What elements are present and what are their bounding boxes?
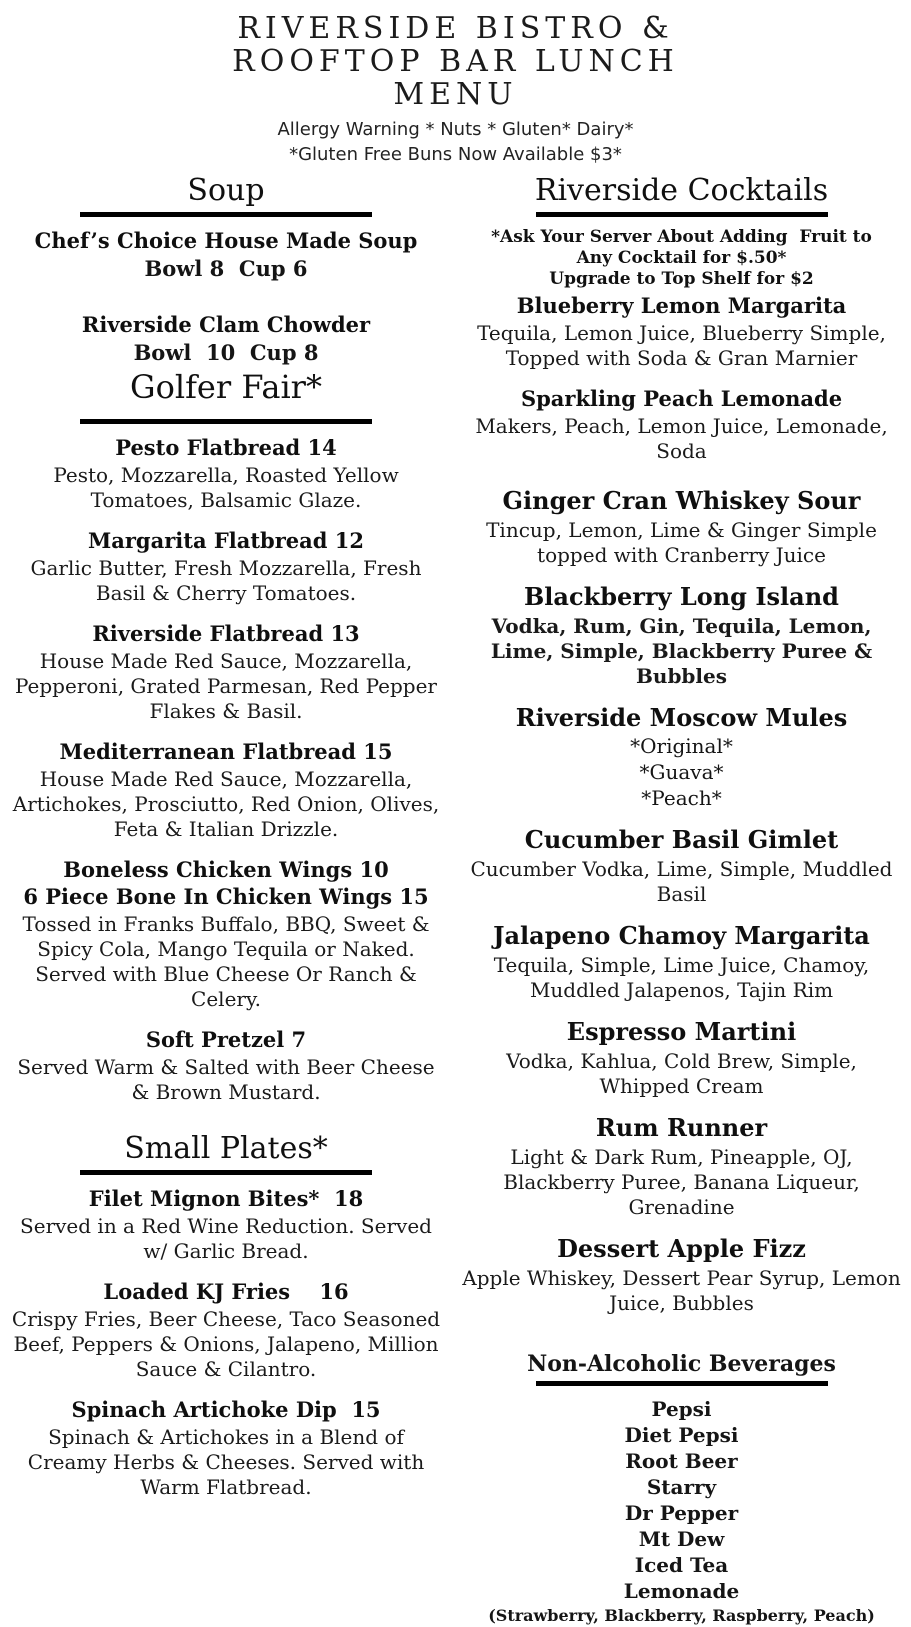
menu-title-line-1: RIVERSIDE BISTRO &	[237, 11, 674, 46]
menu-item-riverside-flatbread	[6, 620, 446, 724]
item-name: Pesto Flatbread 14	[115, 435, 337, 460]
item-description: Garlic Butter, Fresh Mozzarella, Fresh Basil & Cherry Tomatoes.	[30, 556, 422, 605]
mule-variant-original: *Original*	[630, 734, 733, 758]
item-name: Espresso Martini	[566, 1017, 797, 1046]
cocktail-notes	[458, 227, 905, 290]
divider-rule	[536, 1381, 828, 1386]
menu-columns	[0, 173, 911, 1627]
item-description: Vodka, Kahlua, Cold Brew, Simple, Whipped Cream	[506, 1049, 857, 1098]
section-header-riverside-cocktails: Riverside Cocktails	[534, 173, 829, 208]
item-name: Sparkling Peach Lemonade	[520, 386, 843, 411]
item-name: Boneless Chicken Wings 10	[63, 857, 389, 882]
beverage-mt-dew: Mt Dew	[638, 1527, 725, 1551]
item-name: Spinach Artichoke Dip 15	[71, 1397, 381, 1422]
item-name: Blackberry Long Island	[524, 582, 839, 611]
item-name: Ginger Cran Whiskey Sour	[502, 486, 861, 515]
menu-item-spinach-artichoke-dip	[6, 1396, 446, 1500]
cocktail-note-line-1: *Ask Your Server About Adding Fruit to	[491, 227, 872, 247]
beverage-lemonade: Lemonade	[623, 1579, 740, 1603]
item-description: Served in a Red Wine Reduction. Served w/ Garlic Bread.	[20, 1214, 432, 1263]
item-name: Margarita Flatbread 12	[88, 528, 364, 553]
menu-header	[0, 0, 911, 167]
item-description: Makers, Peach, Lemon Juice, Lemonade, Soda	[475, 414, 888, 463]
item-name: Chef’s Choice House Made Soup	[34, 228, 418, 253]
item-name: Riverside Clam Chowder	[81, 312, 371, 337]
menu-item-sparkling-peach-lemonade	[458, 385, 905, 464]
item-name: Cucumber Basil Gimlet	[524, 825, 839, 854]
beverage-diet-pepsi: Diet Pepsi	[624, 1423, 739, 1447]
menu-item-blackberry-long-island	[458, 582, 905, 689]
item-description: Served Warm & Salted with Beer Cheese & Brown Mustard.	[17, 1055, 435, 1104]
menu-item-chefs-choice-soup	[6, 227, 446, 283]
menu-title-line-2: ROOFTOP BAR LUNCH	[232, 44, 679, 79]
item-description: House Made Red Sauce, Mozzarella, Pepperoni, Grated Parmesan, Red Pepper Flakes & Basil.	[14, 649, 437, 723]
item-price-line: Bowl 8 Cup 6	[144, 256, 308, 281]
item-description: Tequila, Lemon Juice, Blueberry Simple, Topped with Soda & Gran Marnier	[477, 321, 886, 370]
menu-item-espresso-martini	[458, 1017, 905, 1099]
item-name: Soft Pretzel 7	[145, 1027, 307, 1052]
item-name: Mediterranean Flatbread 15	[59, 739, 393, 764]
menu-item-riverside-moscow-mules	[458, 703, 905, 811]
menu-item-dessert-apple-fizz	[458, 1234, 905, 1316]
divider-rule	[80, 419, 372, 424]
item-name: Jalapeno Chamoy Margarita	[493, 921, 870, 950]
beverage-dr-pepper: Dr Pepper	[624, 1501, 739, 1525]
mule-variant-peach: *Peach*	[641, 786, 722, 810]
divider-rule	[536, 212, 828, 217]
beverage-list	[458, 1396, 905, 1627]
divider-rule	[80, 1170, 372, 1175]
beverage-pepsi: Pepsi	[651, 1397, 712, 1421]
menu-item-cucumber-basil-gimlet	[458, 825, 905, 907]
beverage-starry: Starry	[646, 1475, 717, 1499]
item-name: Riverside Moscow Mules	[515, 703, 848, 732]
item-price-line: Bowl 10 Cup 8	[133, 340, 319, 365]
menu-title-line-3: MENU	[393, 77, 518, 112]
menu-item-mediterranean-flatbread	[6, 738, 446, 842]
menu-item-ginger-cran-whiskey-sour	[458, 486, 905, 568]
item-description: Tequila, Simple, Lime Juice, Chamoy, Muddled Jalapenos, Tajin Rim	[493, 953, 870, 1002]
menu-item-rum-runner	[458, 1113, 905, 1220]
section-header-golfer-fair: Golfer Fair*	[130, 368, 322, 406]
item-description: Tossed in Franks Buffalo, BBQ, Sweet & Spicy Cola, Mango Tequila or Naked. Served with Blue Cheese Or Ranch & Celery.	[22, 912, 430, 1011]
item-name: Dessert Apple Fizz	[557, 1234, 806, 1263]
menu-item-margarita-flatbread	[6, 527, 446, 606]
lemonade-flavors-note: (Strawberry, Blackberry, Raspberry, Peach)	[488, 1606, 875, 1625]
item-name-line-2: 6 Piece Bone In Chicken Wings 15	[23, 884, 429, 909]
menu-item-chicken-wings	[6, 856, 446, 1012]
mule-variant-guava: *Guava*	[639, 760, 724, 784]
divider-rule	[80, 212, 372, 217]
item-name: Loaded KJ Fries 16	[103, 1279, 349, 1304]
section-header-small-plates: Small Plates*	[124, 1131, 328, 1166]
menu-item-filet-mignon-bites	[6, 1185, 446, 1264]
allergy-warning-line-1: Allergy Warning * Nuts * Gluten* Dairy*	[277, 119, 634, 140]
item-description: Vodka, Rum, Gin, Tequila, Lemon, Lime, Simple, Blackberry Puree & Bubbles	[490, 614, 873, 688]
item-description: Crispy Fries, Beer Cheese, Taco Seasoned Beef, Peppers & Onions, Jalapeno, Million Sauce & Cilantro.	[11, 1307, 441, 1381]
menu-item-loaded-kj-fries	[6, 1278, 446, 1382]
section-header-non-alcoholic: Non-Alcoholic Beverages	[527, 1351, 836, 1377]
cocktail-note-line-3: Upgrade to Top Shelf for $2	[549, 269, 814, 289]
item-description: Cucumber Vodka, Lime, Simple, Muddled Basil	[470, 857, 893, 906]
item-description: Spinach & Artichokes in a Blend of Creamy Herbs & Cheeses. Served with Warm Flatbread.	[27, 1425, 425, 1499]
item-name: Riverside Flatbread 13	[92, 621, 360, 646]
item-description: House Made Red Sauce, Mozzarella, Artichokes, Prosciutto, Red Onion, Olives, Feta & Italian Drizzle.	[12, 767, 440, 841]
item-description: Apple Whiskey, Dessert Pear Syrup, Lemon Juice, Bubbles	[462, 1266, 901, 1315]
item-description: Tincup, Lemon, Lime & Ginger Simple topped with Cranberry Juice	[486, 518, 877, 567]
item-description: Light & Dark Rum, Pineapple, OJ, Blackberry Puree, Banana Liqueur, Grenadine	[503, 1145, 860, 1219]
menu-item-jalapeno-chamoy-margarita	[458, 921, 905, 1003]
item-name: Rum Runner	[595, 1113, 768, 1142]
item-name: Blueberry Lemon Margarita	[516, 293, 847, 318]
item-name: Filet Mignon Bites* 18	[88, 1186, 364, 1211]
allergy-warning-line-2: *Gluten Free Buns Now Available $3*	[289, 144, 622, 165]
menu-item-pesto-flatbread	[6, 434, 446, 513]
menu-item-blueberry-lemon-margarita	[458, 292, 905, 371]
right-column	[452, 173, 911, 1627]
left-column	[0, 173, 452, 1500]
beverage-root-beer: Root Beer	[625, 1449, 738, 1473]
section-header-soup: Soup	[187, 173, 265, 208]
cocktail-note-line-2: Any Cocktail for $.50*	[576, 248, 787, 268]
menu-item-clam-chowder	[6, 311, 446, 367]
menu-item-soft-pretzel	[6, 1026, 446, 1105]
item-description: Pesto, Mozzarella, Roasted Yellow Tomatoes, Balsamic Glaze.	[53, 463, 399, 512]
beverage-iced-tea: Iced Tea	[634, 1553, 729, 1577]
